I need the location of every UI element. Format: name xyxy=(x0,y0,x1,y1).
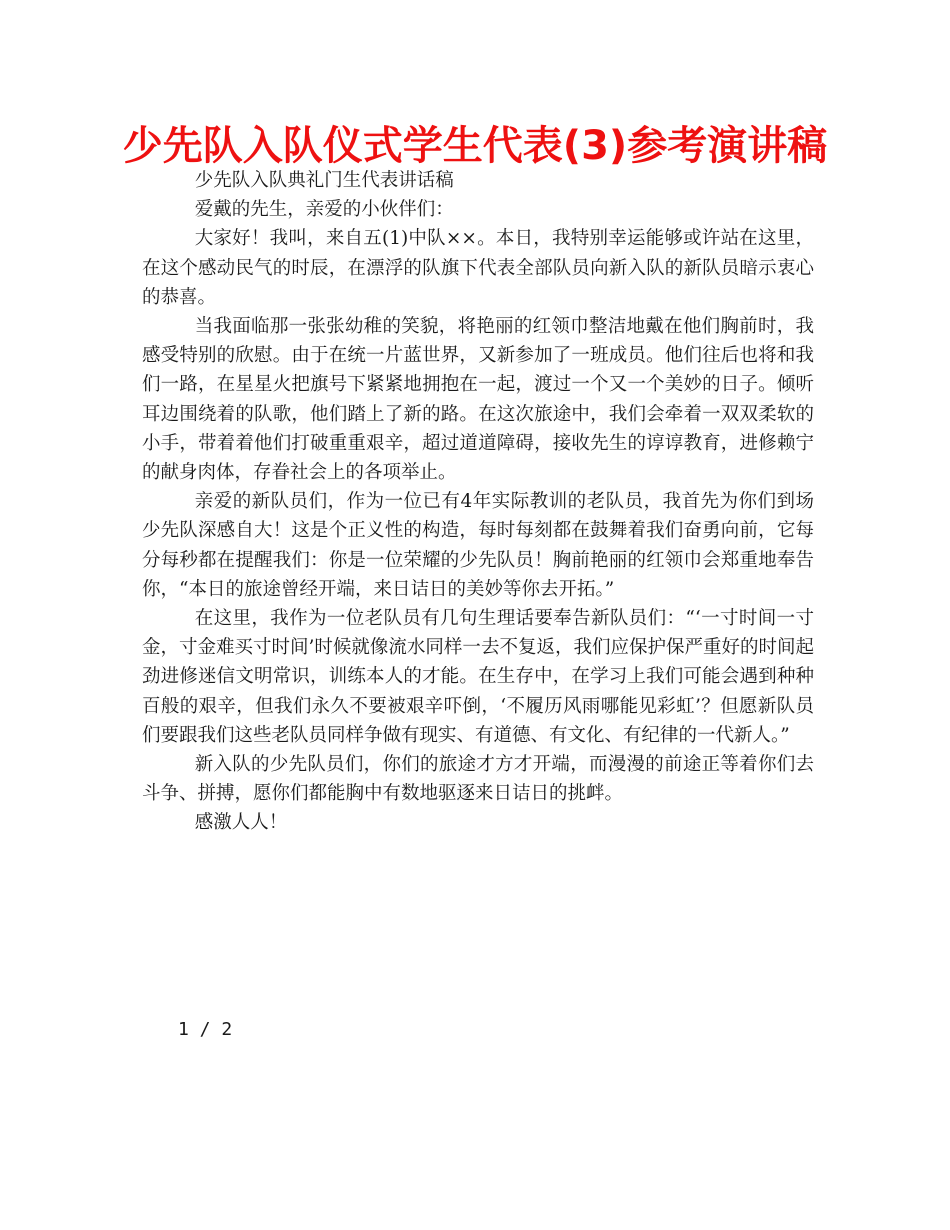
paragraph-greeting: 大家好！我叫，来自五(1)中队××。本日，我特别幸运能够或许站在这里，在这个感动民气的时辰，在漂浮的队旗下代表全部队员向新入队的新队员暗示衷心的恭喜。 xyxy=(142,228,814,308)
paragraph-heading: 少先队入队典礼门生代表讲话稿 xyxy=(194,170,454,191)
paragraph-closing: 新入队的少先队员们，你们的旅途才方才开端，而漫漫的前途正等着你们去斗争、拼搏，愿你们都能胸中有数地驱逐来日诘日的挑衅。 xyxy=(142,754,814,805)
paragraph-thanks: 感激人人！ xyxy=(194,812,288,834)
document-body xyxy=(142,166,814,838)
paragraph-salutation: 爱戴的先生，亲爱的小伙伴们： xyxy=(194,199,454,221)
paragraph-advice: 在这里，我作为一位老队员有几句生理话要奉告新队员们：“‘一寸时间一寸金，寸金难买寸时间’时候就像流水同样一去不复返，我们应保护保严重好的时间起劲进修迷信文明常识，训练本人的才能。在生存中，在学习上我们可能会遇到种种百般的艰辛，但我们永久不要被艰辛吓倒，‘不履历风雨哪能见彩虹’？但愿新队员们要跟我们这些老队员同样争做有现实、有道德、有文化、有纪律的一代新人。” xyxy=(142,608,814,746)
paragraph-new-members: 亲爱的新队员们，作为一位已有4年实际教训的老队员，我首先为你们到场少先队深感自大！这是个正义性的构造，每时每刻都在鼓舞着我们奋勇向前，它每分每秒都在提醒我们：你是一位荣耀的少先队员！胸前艳丽的红领巾会郑重地奉告你，“本日的旅途曾经开端，来日诘日的美妙等你去开拓。” xyxy=(142,491,814,600)
page-number: 1 / 2 xyxy=(178,1019,233,1040)
paragraph-red-scarf: 当我面临那一张张幼稚的笑貌，将艳丽的红领巾整洁地戴在他们胸前时，我感受特别的欣慰。由于在统一片蓝世界，又新参加了一班成员。他们往后也将和我们一路，在星星火把旗号下紧紧地拥抱在一起，渡过一个又一个美妙的日子。倾听耳边围绕着的队歌，他们踏上了新的路。在这次旅途中，我们会牵着一双双柔软的小手，带着着他们打破重重艰辛，超过道道障碍，接收先生的谆谆教育，进修赖宁的献身肉体，存眷社会上的各项举止。 xyxy=(142,316,814,484)
document-title: 少先队入队仪式学生代表(3)参考演讲稿 xyxy=(122,123,828,169)
